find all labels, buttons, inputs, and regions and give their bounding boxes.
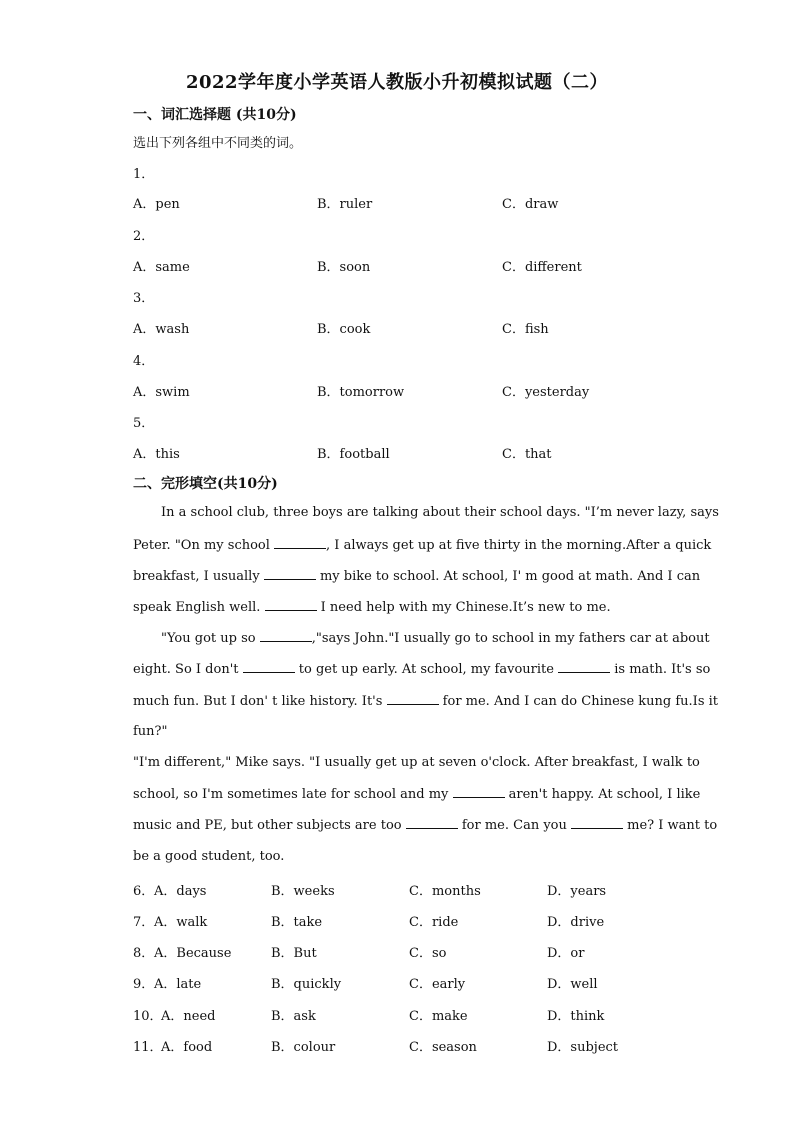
option-b: B．But xyxy=(271,946,317,961)
passage-text: breakfast, I usually xyxy=(133,569,264,584)
passage-text: be a good student, too. xyxy=(133,849,285,864)
passage-text: eight. So I don't xyxy=(133,662,243,677)
passage-line xyxy=(133,599,663,615)
option-b: B．cook xyxy=(317,322,371,337)
answer-blank xyxy=(406,817,458,829)
option-a: A．wash xyxy=(133,322,190,337)
option-d: D．drive xyxy=(547,915,605,930)
answer-blank xyxy=(243,661,295,673)
option-b: B．tomorrow xyxy=(317,385,405,400)
passage-line xyxy=(133,755,700,770)
question-number: 6． xyxy=(133,884,155,899)
passage-text: me? I want to xyxy=(623,818,718,833)
option-d: D．or xyxy=(547,946,585,961)
question-number: 8． xyxy=(133,946,155,961)
passage-line xyxy=(161,505,719,520)
option-b: B．ask xyxy=(271,1009,316,1024)
passage-text: is math. It's so xyxy=(610,662,711,677)
passage-text: aren't happy. At school, I like xyxy=(504,787,701,802)
option-b: B．weeks xyxy=(271,884,335,899)
answer-blank xyxy=(274,537,326,549)
passage-text: "You got up so xyxy=(161,631,260,646)
option-b: B．soon xyxy=(317,260,371,275)
question-number: 10． xyxy=(133,1009,163,1024)
passage-text: Peter. "On my school xyxy=(133,538,275,553)
option-c: C．ride xyxy=(409,915,459,930)
option-c: C．so xyxy=(409,946,447,961)
answer-blank xyxy=(387,693,439,705)
answer-blank xyxy=(264,568,316,580)
option-d: D．think xyxy=(547,1009,605,1024)
section2-heading: 二、完形填空(共10分) xyxy=(133,476,278,492)
option-c: C．that xyxy=(502,447,552,462)
passage-text: my bike to school. At school, I' m good at math. And I can xyxy=(315,569,701,584)
option-a: A．Because xyxy=(154,946,232,961)
answer-blank xyxy=(571,817,623,829)
passage-text: , I always get up at five thirty in the morning.After a quick xyxy=(326,538,712,553)
option-b: B．take xyxy=(271,915,323,930)
passage-text: I need help with my Chinese.It’s new to me. xyxy=(316,600,611,615)
passage-line xyxy=(133,568,701,584)
option-a: A．food xyxy=(161,1040,213,1055)
option-c: C．fish xyxy=(502,322,549,337)
option-c: C．early xyxy=(409,977,466,992)
section1-instruction: 选出下列各组中不同类的词。 xyxy=(133,136,303,151)
passage-text: "I'm different," Mike says. "I usually get up at seven o'clock. After breakfast, I walk to xyxy=(133,755,700,770)
option-a: A．need xyxy=(161,1009,216,1024)
passage-line xyxy=(161,630,710,646)
passage-text: music and PE, but other subjects are too xyxy=(133,818,406,833)
option-c: C．make xyxy=(409,1009,468,1024)
section1-heading: 一、词汇选择题 (共10分) xyxy=(133,107,297,123)
passage-text: fun?" xyxy=(133,724,168,739)
option-d: D．subject xyxy=(547,1040,619,1055)
option-c: C．months xyxy=(409,884,481,899)
passage-line xyxy=(133,693,719,709)
question-number: 3． xyxy=(133,291,155,306)
passage-text: much fun. But I don' t like history. It's xyxy=(133,694,387,709)
passage-line xyxy=(133,849,663,864)
question-number: 1． xyxy=(133,167,155,182)
option-d: D．well xyxy=(547,977,598,992)
option-b: B．colour xyxy=(271,1040,336,1055)
passage-line xyxy=(133,724,663,739)
passage-text: speak English well. xyxy=(133,600,265,615)
answer-blank xyxy=(558,661,610,673)
passage-text: school, so I'm sometimes late for school and my xyxy=(133,787,453,802)
option-c: C．draw xyxy=(502,197,559,212)
page-title: 2022学年度小学英语人教版小升初模拟试题（二） xyxy=(185,72,609,93)
question-number: 11． xyxy=(133,1040,163,1055)
answer-blank xyxy=(260,630,312,642)
option-b: B．ruler xyxy=(317,197,373,212)
passage-text: for me. And I can do Chinese kung fu.Is it xyxy=(438,694,719,709)
option-c: C．season xyxy=(409,1040,477,1055)
option-c: C．different xyxy=(502,260,582,275)
option-a: A．late xyxy=(154,977,202,992)
passage-line xyxy=(133,817,718,833)
passage-text: In a school club, three boys are talking about their school days. "I’m never lazy, says xyxy=(161,505,719,520)
answer-blank xyxy=(453,786,505,798)
passage-text: to get up early. At school, my favourite xyxy=(294,662,559,677)
option-a: A．same xyxy=(133,260,190,275)
answer-blank xyxy=(265,599,317,611)
option-a: A．swim xyxy=(133,385,190,400)
passage-text: for me. Can you xyxy=(457,818,572,833)
option-b: B．quickly xyxy=(271,977,342,992)
question-number: 7． xyxy=(133,915,155,930)
option-a: A．days xyxy=(154,884,207,899)
passage-line xyxy=(133,786,701,802)
option-a: A．this xyxy=(133,447,180,462)
passage-line xyxy=(133,661,711,677)
question-number: 5． xyxy=(133,416,155,431)
option-c: C．yesterday xyxy=(502,385,590,400)
passage-line xyxy=(133,537,712,553)
question-number: 9． xyxy=(133,977,155,992)
option-d: D．years xyxy=(547,884,607,899)
option-a: A．pen xyxy=(133,197,180,212)
option-b: B．football xyxy=(317,447,390,462)
passage-text: ,"says John."I usually go to school in my fathers car at about xyxy=(311,631,710,646)
option-a: A．walk xyxy=(154,915,208,930)
question-number: 2． xyxy=(133,229,155,244)
question-number: 4． xyxy=(133,354,155,369)
